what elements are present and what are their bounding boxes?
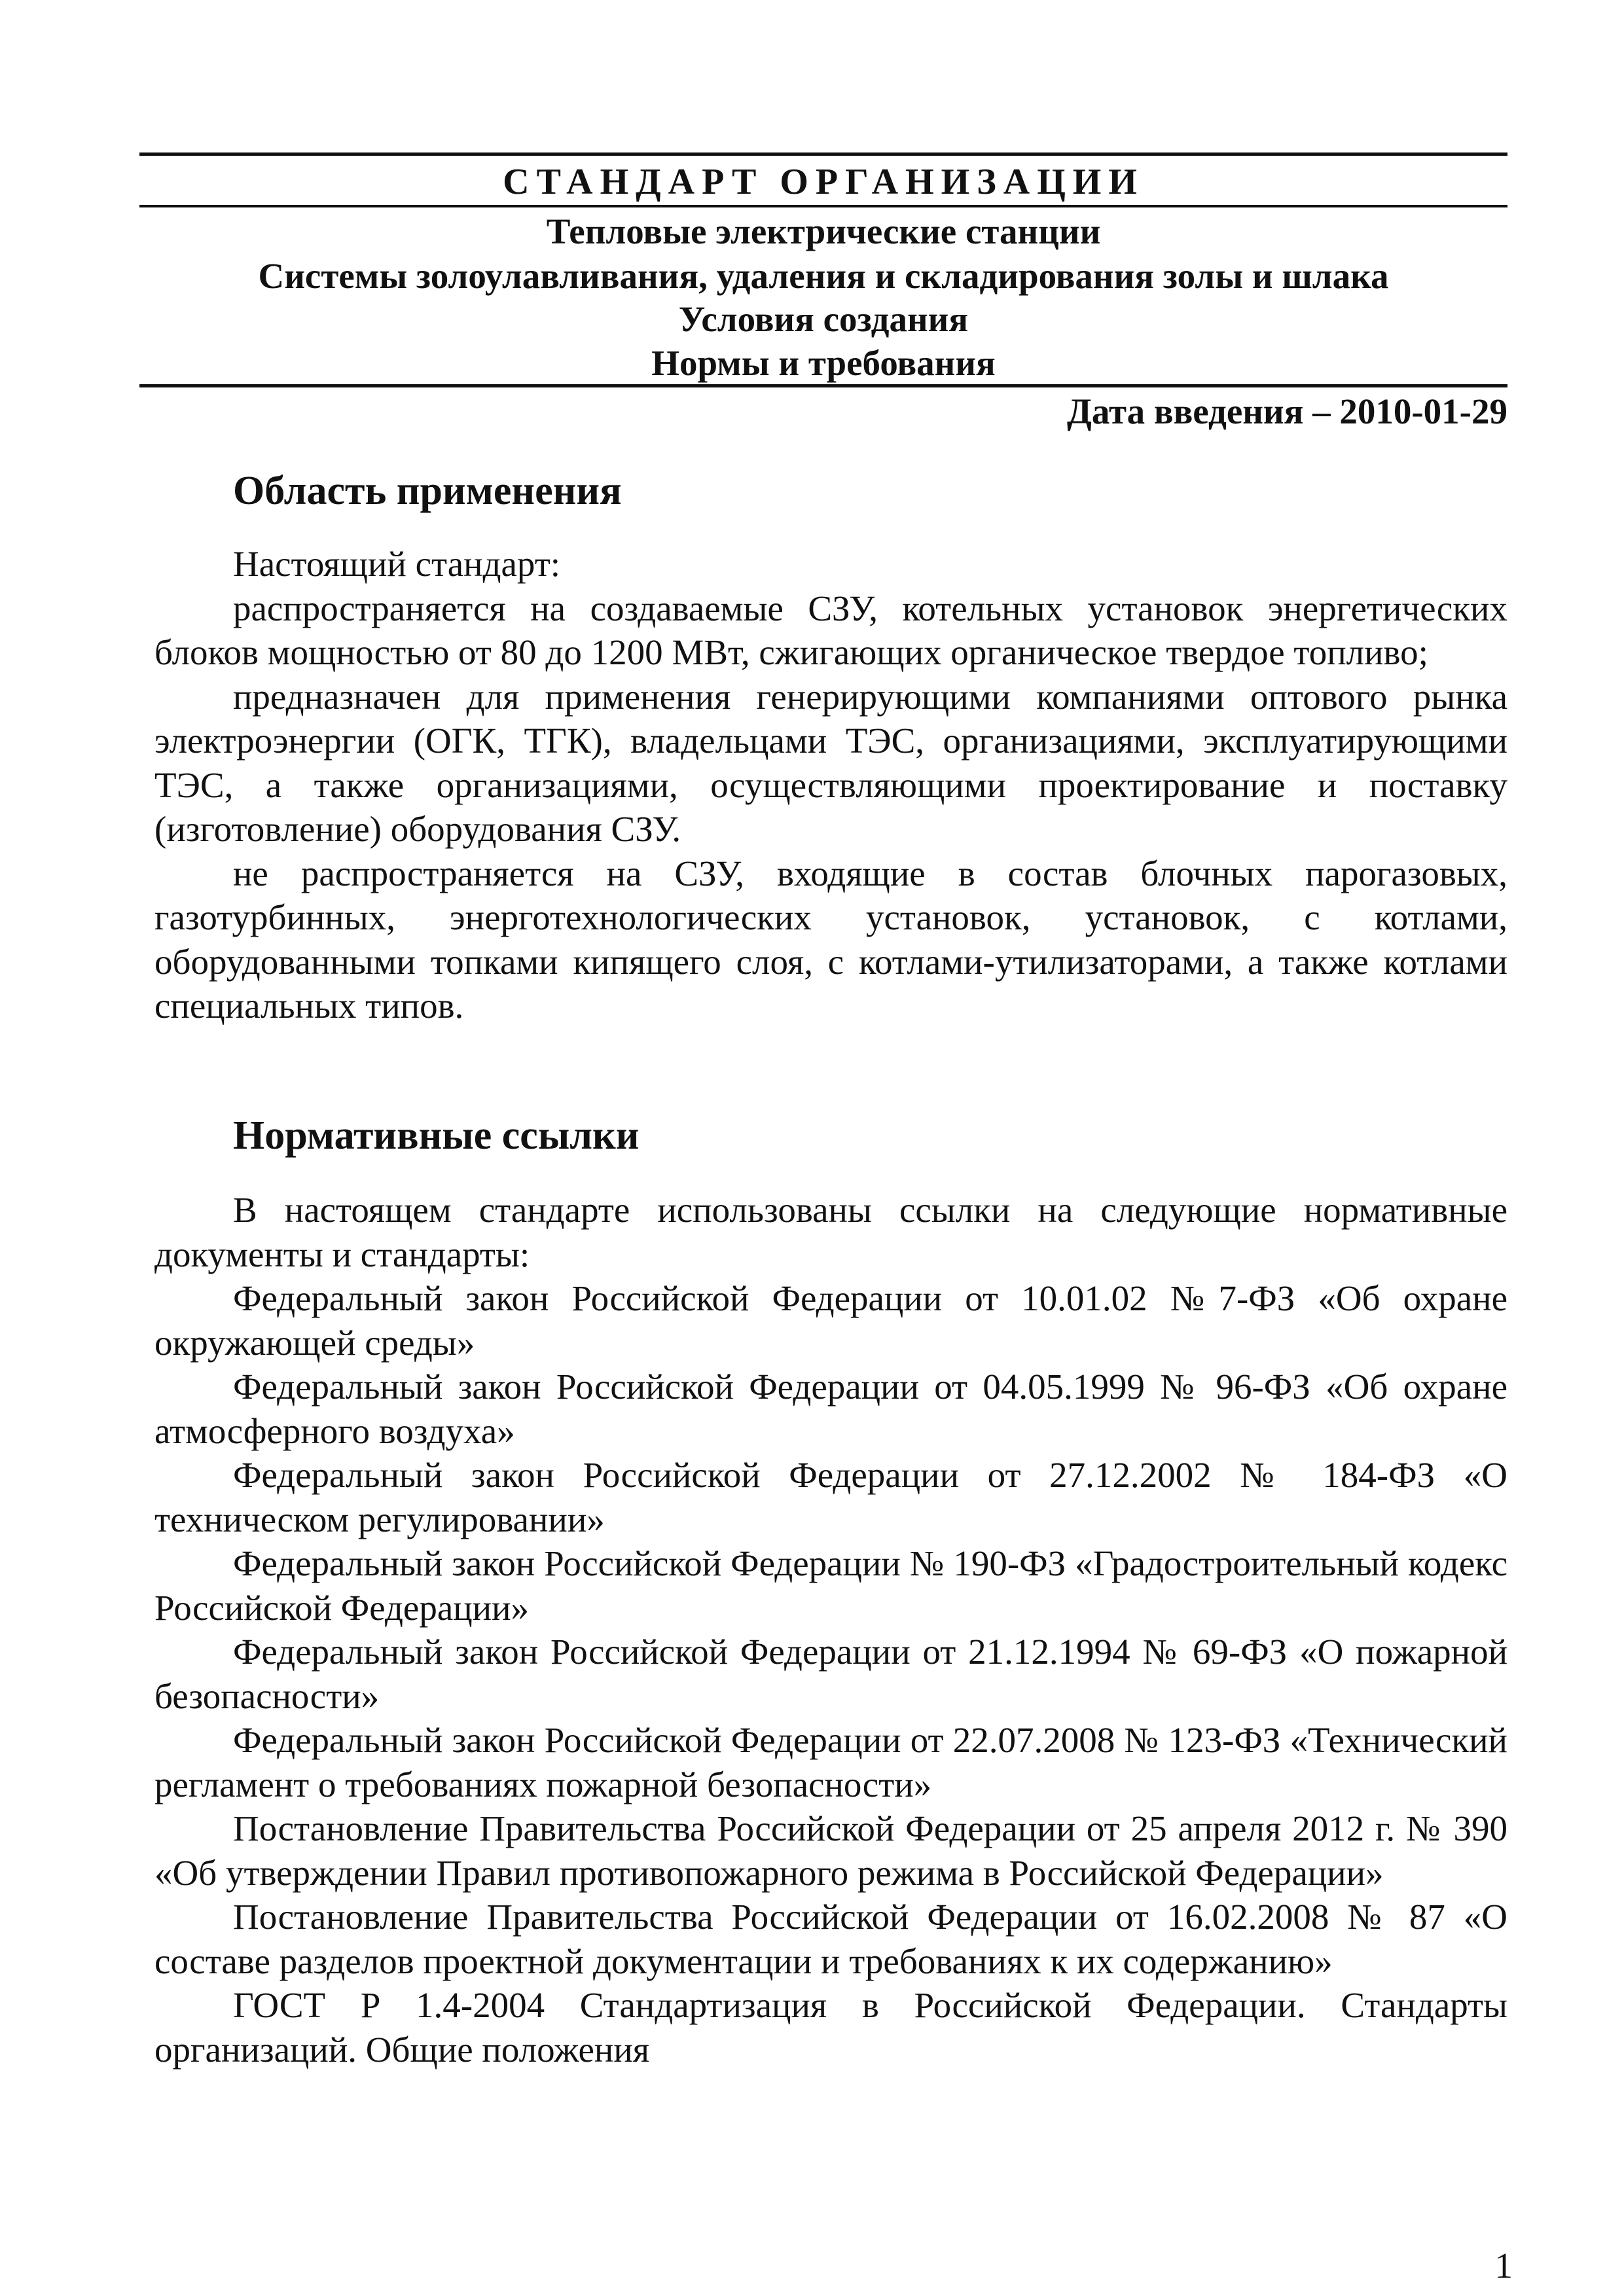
- header-bottom-rule: [139, 384, 1507, 387]
- paragraph: предназначен для применения генерирующими компаниями оптового рынка электроэнергии (ОГК, ТГК), владельцами ТЭС, организациями, эксплуатирующими ТЭС, а также организациями, осуществляющими проектирование и поставку (изготовление) оборудования СЗУ.: [154, 676, 1507, 849]
- section-scope-body: [154, 542, 1507, 1028]
- paragraph: распространяется на создаваемые СЗУ, котельных установок энергетических блоков мощностью от 80 до 1200 МВт, сжигающих органическое твердое топливо;: [154, 588, 1507, 672]
- reference-item: Федеральный закон Российской Федерации от 10.01.02 №7-ФЗ «Об охране окружающей среды»: [154, 1278, 1507, 1363]
- standard-subject-line-2: Системы золоулавливания, удаления и складирования золы и шлака: [258, 256, 1389, 296]
- header-middle-rule: [139, 205, 1507, 207]
- paragraph: Настоящий стандарт:: [233, 544, 561, 584]
- reference-item: Постановление Правительства Российской Федерации от 16.02.2008 № 87 «О составе разделов проектной документации и требованиях к их содержанию»: [154, 1897, 1507, 1981]
- paragraph: не распространяется на СЗУ, входящие в состав блочных парогазовых, газотурбинных, энерготехнологических установок, установок, с котлами, оборудованными топками кипящего слоя, с котлами-утилизаторами, а также котлами специальных типов.: [154, 853, 1507, 1026]
- standard-subject-line-4: Нормы и требования: [651, 343, 996, 383]
- paragraph: В настоящем стандарте использованы ссылки на следующие нормативные документы и стандарты:: [154, 1190, 1507, 1274]
- section-references-body: [154, 1188, 1507, 2072]
- section-heading-normative-references: Нормативные ссылки: [233, 1113, 640, 1158]
- page-number: 1: [1494, 2246, 1513, 2286]
- reference-item: ГОСТ Р 1.4-2004 Стандартизация в Российской Федерации. Стандарты организаций. Общие положения: [154, 1985, 1507, 2070]
- standard-type-title: СТАНДАРТ ОРГАНИЗАЦИИ: [503, 162, 1144, 202]
- standard-subject-line-1: Тепловые электрические станции: [546, 211, 1101, 251]
- reference-item: Федеральный закон Российской Федерации от 21.12.1994 № 69-ФЗ «О пожарной безопасности»: [154, 1632, 1507, 1716]
- reference-item: Федеральный закон Российской Федерации от 27.12.2002 № 184-ФЗ «О техническом регулировании»: [154, 1455, 1507, 1539]
- reference-item: Федеральный закон Российской Федерации от 22.07.2008 № 123-ФЗ «Технический регламент о требованиях пожарной безопасности»: [154, 1720, 1507, 1804]
- standard-subject-line-3: Условия создания: [678, 299, 969, 339]
- introduction-date: Дата введения – 2010-01-29: [1067, 391, 1507, 431]
- section-heading-scope: Область применения: [233, 469, 622, 513]
- reference-item: Федеральный закон Российской Федерации от 04.05.1999 № 96-ФЗ «Об охране атмосферного воздуха»: [154, 1367, 1507, 1451]
- reference-item: Федеральный закон Российской Федерации № 190-ФЗ «Градостроительный кодекс Российской Федерации»: [154, 1543, 1507, 1628]
- header-top-rule: [139, 152, 1507, 156]
- reference-item: Постановление Правительства Российской Федерации от 25 апреля 2012 г. № 390 «Об утверждении Правил противопожарного режима в Российской Федерации»: [154, 1808, 1507, 1893]
